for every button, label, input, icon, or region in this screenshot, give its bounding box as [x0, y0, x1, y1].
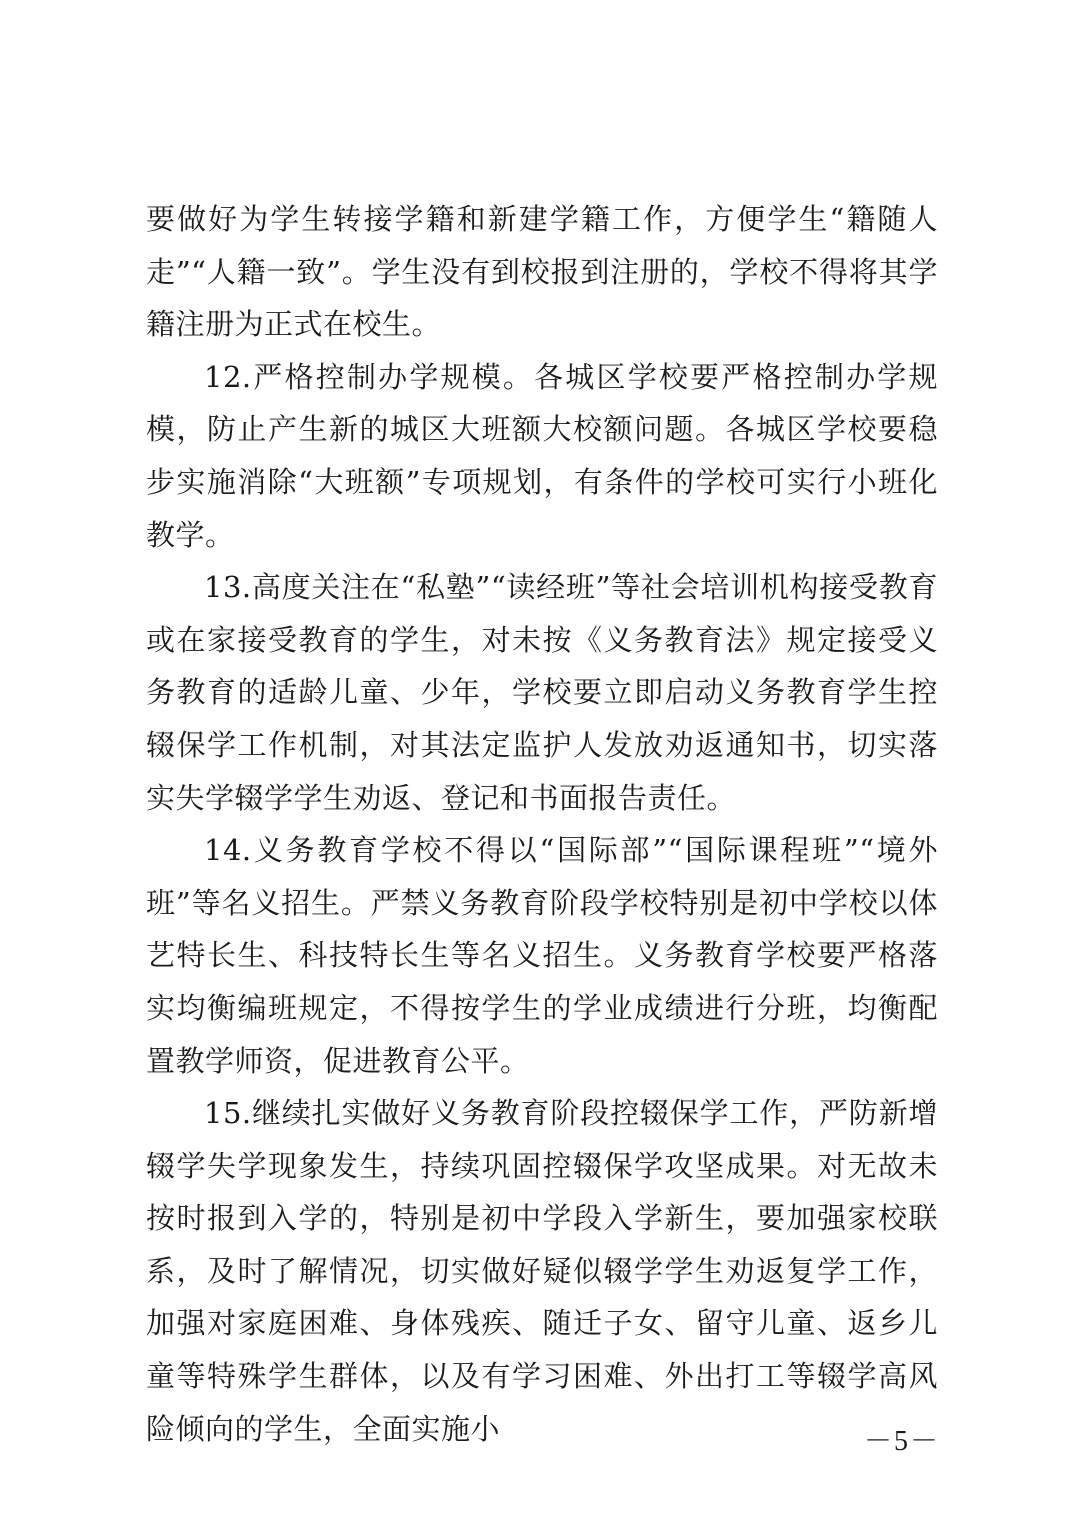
- paragraph-item-12: 12.严格控制办学规模。各城区学校要严格控制办学规模，防止产生新的城区大班额大校额问题。各城区学校要稳步实施消除“大班额”专项规划，有条件的学校可实行小班化教学。: [146, 359, 938, 552]
- body-text: [146, 193, 938, 1455]
- paragraph-item-13: 13.高度关注在“私塾”“读经班”等社会培训机构接受教育或在家接受教育的学生，对未按《义务教育法》规定接受义务教育的适龄儿童、少年，学校要立即启动义务教育学生控辍保学工作机制，对其法定监护人发放劝返通知书，切实落实失学辍学学生劝返、登记和书面报告责任。: [146, 570, 938, 815]
- paragraph-item-15: 15.继续扎实做好义务教育阶段控辍保学工作，严防新增辍学失学现象发生，持续巩固控辍保学攻坚成果。对无故未按时报到入学的，特别是初中学段入学新生，要加强家校联系，及时了解情况，切实做好疑似辍学学生劝返复学工作，加强对家庭困难、身体残疾、随迁子女、留守儿童、返乡儿童等特殊学生群体，以及有学习困难、外出打工等辍学高风险倾向的学生，全面实施小: [146, 1096, 938, 1446]
- page-number: －5－: [863, 1426, 940, 1457]
- paragraph-item-14: 14.义务教育学校不得以“国际部”“国际课程班”“境外班”等名义招生。严禁义务教育阶段学校特别是初中学校以体艺特长生、科技特长生等名义招生。义务教育学校要严格落实均衡编班规定，不得按学生的学业成绩进行分班，均衡配置教学师资，促进教育公平。: [146, 833, 938, 1078]
- paragraph-continuation: 要做好为学生转接学籍和新建学籍工作，方便学生“籍随人走”“人籍一致”。学生没有到校报到注册的，学校不得将其学籍注册为正式在校生。: [146, 202, 938, 342]
